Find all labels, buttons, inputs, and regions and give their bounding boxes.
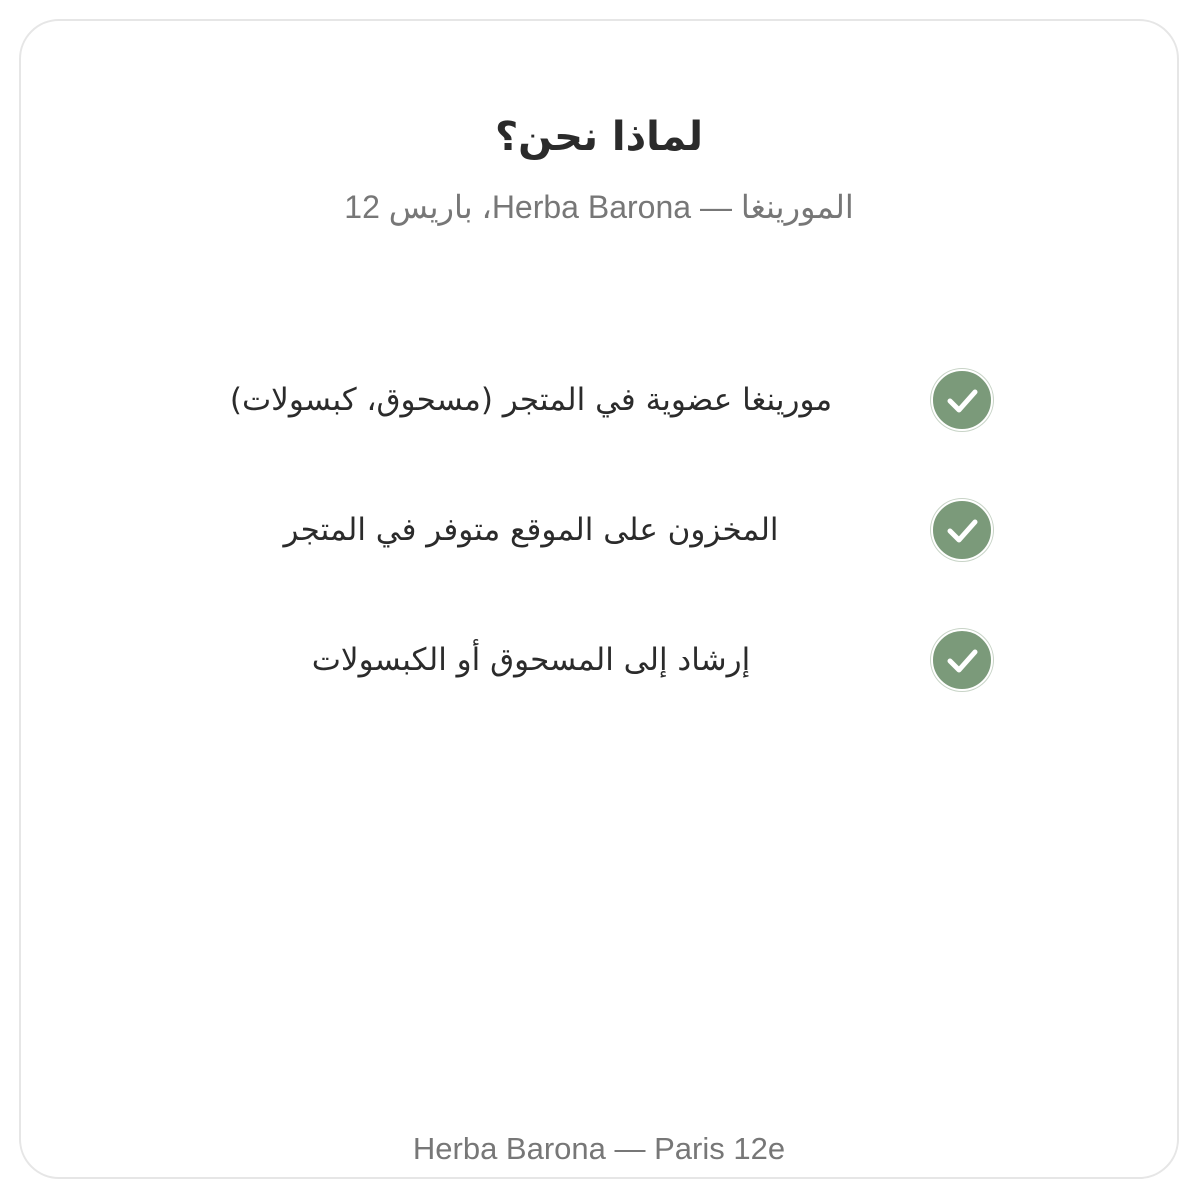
feature-item bbox=[21, 369, 1181, 431]
feature-item bbox=[21, 629, 1181, 691]
check-icon bbox=[931, 499, 993, 561]
why-us-card bbox=[19, 19, 1179, 1179]
feature-item bbox=[21, 499, 1181, 561]
page-title: لماذا نحن؟ bbox=[494, 114, 704, 160]
feature-label: إرشاد إلى المسحوق أو الكبسولات bbox=[311, 642, 751, 678]
page-subtitle: المورينغا — Herba Barona، باريس 12 bbox=[344, 189, 854, 225]
check-icon bbox=[931, 629, 993, 691]
check-icon bbox=[931, 369, 993, 431]
feature-label: مورينغا عضوية في المتجر (مسحوق، كبسولات) bbox=[229, 382, 833, 418]
footer-text: Herba Barona — Paris 12e bbox=[412, 1131, 786, 1166]
feature-label: المخزون على الموقع متوفر في المتجر bbox=[283, 512, 779, 548]
